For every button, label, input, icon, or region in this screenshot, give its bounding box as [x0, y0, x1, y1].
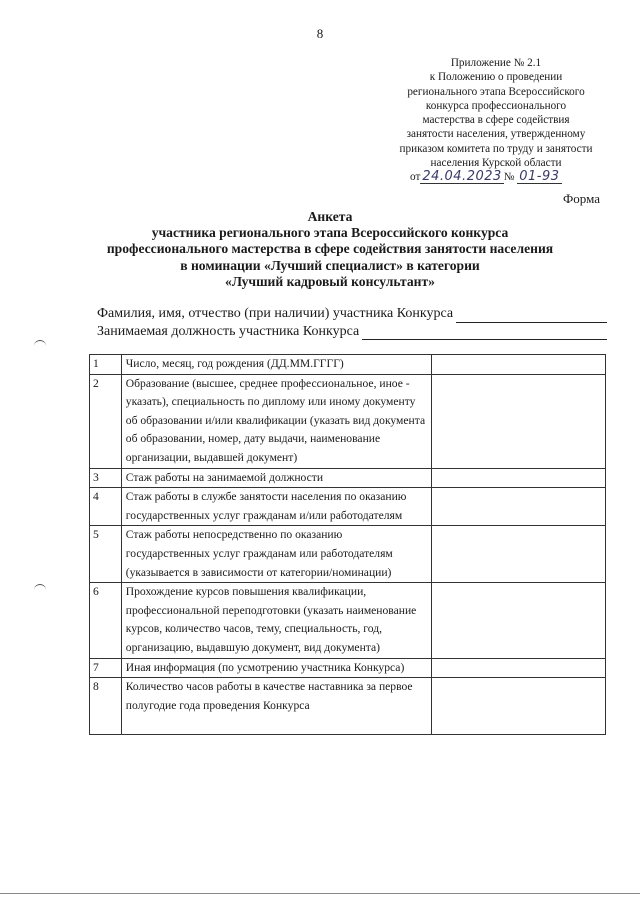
row-number: 1 — [90, 355, 122, 375]
title-line: Анкета — [307, 209, 353, 224]
page-number: 8 — [316, 26, 324, 41]
row-answer[interactable] — [432, 468, 606, 488]
table-row — [90, 526, 606, 583]
form-label: Форма — [563, 191, 600, 206]
row-answer[interactable] — [432, 526, 606, 583]
row-number: 8 — [90, 678, 122, 735]
handwritten-date: 24.04.2023 — [422, 169, 502, 184]
title-line: в номинации «Лучший специалист» в категории — [180, 257, 480, 273]
appendix-line: регионального этапа Всероссийского — [407, 85, 585, 98]
appendix-line: приказом комитета по труду и занятости — [399, 142, 593, 155]
position-blank[interactable] — [362, 326, 607, 340]
title-line: «Лучший кадровый консультант» — [225, 273, 435, 289]
row-number: 5 — [90, 526, 122, 583]
full-name-row — [97, 305, 607, 323]
appendix-line: конкурса профессионального — [425, 99, 567, 112]
number-prefix: № — [503, 171, 515, 183]
date-prefix: от — [410, 171, 421, 183]
appendix-line: занятости населения, утвержденному — [406, 128, 586, 141]
row-question: Стаж работы на занимаемой должности — [121, 468, 431, 488]
appendix-line: к Положению о проведении — [429, 71, 563, 84]
participant-fields — [97, 305, 607, 340]
table-row — [90, 678, 606, 735]
row-question: Стаж работы непосредственно по оказанию государственных услуг гражданам или работодателям (указывается в зависимости от категории/номинации) — [121, 526, 431, 583]
position-row — [97, 323, 607, 341]
row-number: 7 — [90, 658, 122, 678]
row-number: 6 — [90, 583, 122, 658]
row-question: Иная информация (по усмотрению участника Конкурса) — [121, 658, 431, 678]
handwritten-number: 01-93 — [519, 169, 560, 184]
position-label: Занимаемая должность участника Конкурса — [97, 323, 360, 339]
title-line: профессионального мастерства в сфере содействия занятости населения — [106, 241, 554, 257]
row-answer[interactable] — [432, 583, 606, 658]
row-number: 2 — [90, 374, 122, 468]
table-row — [90, 583, 606, 658]
appendix-block — [390, 56, 602, 170]
scan-bottom-edge — [0, 893, 640, 894]
row-number: 3 — [90, 468, 122, 488]
row-question: Стаж работы в службе занятости населения по оказанию государственных услуг гражданам и/или работодателям — [121, 488, 431, 526]
row-answer[interactable] — [432, 355, 606, 375]
appendix-line: мастерства в сфере содействия — [422, 114, 570, 127]
binder-hole-mark — [34, 584, 46, 592]
row-answer[interactable] — [432, 488, 606, 526]
binder-hole-mark — [34, 340, 46, 348]
document-title — [60, 209, 600, 290]
row-question: Число, месяц, год рождения (ДД.ММ.ГГГГ) — [121, 355, 431, 375]
row-answer[interactable] — [432, 658, 606, 678]
row-number: 4 — [90, 488, 122, 526]
row-answer[interactable] — [432, 374, 606, 468]
appendix-line: населения Курской области — [430, 157, 562, 170]
appendix-line: Приложение № 2.1 — [450, 57, 542, 69]
title-line: участника регионального этапа Всероссийского конкурса — [151, 225, 509, 241]
table-row — [90, 488, 606, 526]
table-row — [90, 374, 606, 468]
row-question: Прохождение курсов повышения квалификации, профессиональной переподготовки (указать наименование курсов, количество часов, тему, специальность, год, организацию, выдавшую документ, вид документа) — [121, 583, 431, 658]
approval-date-number — [410, 170, 585, 184]
full-name-blank[interactable] — [456, 309, 607, 323]
row-answer[interactable] — [432, 678, 606, 735]
questionnaire-table — [89, 354, 606, 735]
full-name-label: Фамилия, имя, отчество (при наличии) участника Конкурса — [97, 306, 454, 321]
row-question: Образование (высшее, среднее профессиональное, иное - указать), специальность по диплому или иному документу об образовании и/или квалификации (указать вид документа об образовании, номер, дату выдачи, наименование организации, выдавшей документ) — [121, 374, 431, 468]
table-row — [90, 658, 606, 678]
table-row — [90, 468, 606, 488]
table-row — [90, 355, 606, 375]
row-question: Количество часов работы в качестве наставника за первое полугодие года проведения Конкурса — [121, 678, 431, 735]
